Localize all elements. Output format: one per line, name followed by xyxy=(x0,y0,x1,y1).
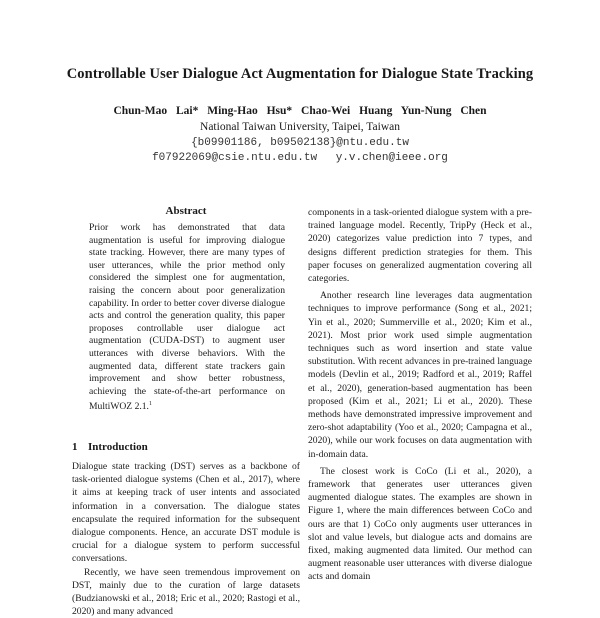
right-paragraph-3: The closest work is CoCo (Li et al., 2020), a framework that generates user utterances given augmented dialogue states. The examples are shown in Figure 1, where the main differences between CoCo and ours are that 1) CoCo only augments user utterances in slot and value levels, but dialogue acts and domains are fixed, making augmented data limited. Our method can augment reasonable user utterances with diverse dialogue acts and domain xyxy=(308,465,532,583)
section-number: 1 xyxy=(72,441,78,453)
abstract-text: Prior work has demonstrated that data augmentation is useful for improving dialogue state tracking. However, there are many types of user utterances, while the prior method only considered the simplest one for augmentation, raising the concern about poor generalization capability. In order to better cover diverse dialogue acts and control the generation quality, this paper proposes controllable user dialogue act augmentation (CUDA-DST) to augment user utterances with diverse behaviors. With the augmented data, different state trackers gain improvement and show better robustness, achieving the state-of-the-art performance on MultiWOZ 2.1. xyxy=(89,222,285,413)
left-column-body xyxy=(72,460,300,618)
affiliation: National Taiwan University, Taipei, Taiwan xyxy=(200,121,400,133)
email-line-2: f07922069@csie.ntu.edu.tw y.v.chen@ieee.org xyxy=(152,152,448,164)
right-paragraph-2: Another research line leverages data augmentation techniques to improve performance (Song et al., 2021; Yin et al., 2020; Summerville et al., 2020; Kim et al., 2021). Most prior work used simple augmentation techniques such as word insertion and state value substitution. With recent advances in pre-trained language models (Devlin et al., 2019; Radford et al., 2019; Raffel et al., 2020), generation-based augmentation has been proposed (Kim et al., 2021; Li et al., 2020). These methods have demonstrated impressive improvement and zero-shot adaptability (Yoo et al., 2020; Campagna et al., 2020), while our work focuses on data augmentation with in-domain data. xyxy=(308,290,532,460)
abstract-heading: Abstract xyxy=(165,205,207,217)
intro-paragraph-2: Recently, we have seen tremendous improvement on DST, mainly due to the curation of large datasets (Budzianowski et al., 2018; Eric et al., 2020; Rastogi et al., 2020) and many advanced xyxy=(72,566,300,618)
paper-title: Controllable User Dialogue Act Augmentation for Dialogue State Tracking xyxy=(66,66,534,82)
intro-paragraph-1: Dialogue state tracking (DST) serves as a backbone of task-oriented dialogue systems (Chen et al., 2017), where it aims at keeping track of user intents and associated information in a conversation. The dialogue states encapsulate the required information for the subsequent dialogue components. Hence, an accurate DST module is crucial for a dialogue system to perform successful conversations. xyxy=(72,461,300,565)
section-title: Introduction xyxy=(88,441,148,453)
right-paragraph-1: components in a task-oriented dialogue system with a pre-trained language model. Recently, TripPy (Heck et al., 2020) categorizes value prediction into 7 types, and designs different prediction strategies for them. This paper focuses on generalized augmentation covering all categories. xyxy=(308,207,532,285)
abstract-body xyxy=(89,222,285,414)
abstract-footnote-mark: 1 xyxy=(148,401,152,408)
right-column-body xyxy=(308,206,532,584)
section-heading-introduction xyxy=(72,441,300,453)
author-list: Chun-Mao Lai* Ming-Hao Hsu* Chao-Wei Huang Yun-Nung Chen xyxy=(113,105,487,117)
email-line-1: {b09901186, b09502138}@ntu.edu.tw xyxy=(191,137,409,149)
